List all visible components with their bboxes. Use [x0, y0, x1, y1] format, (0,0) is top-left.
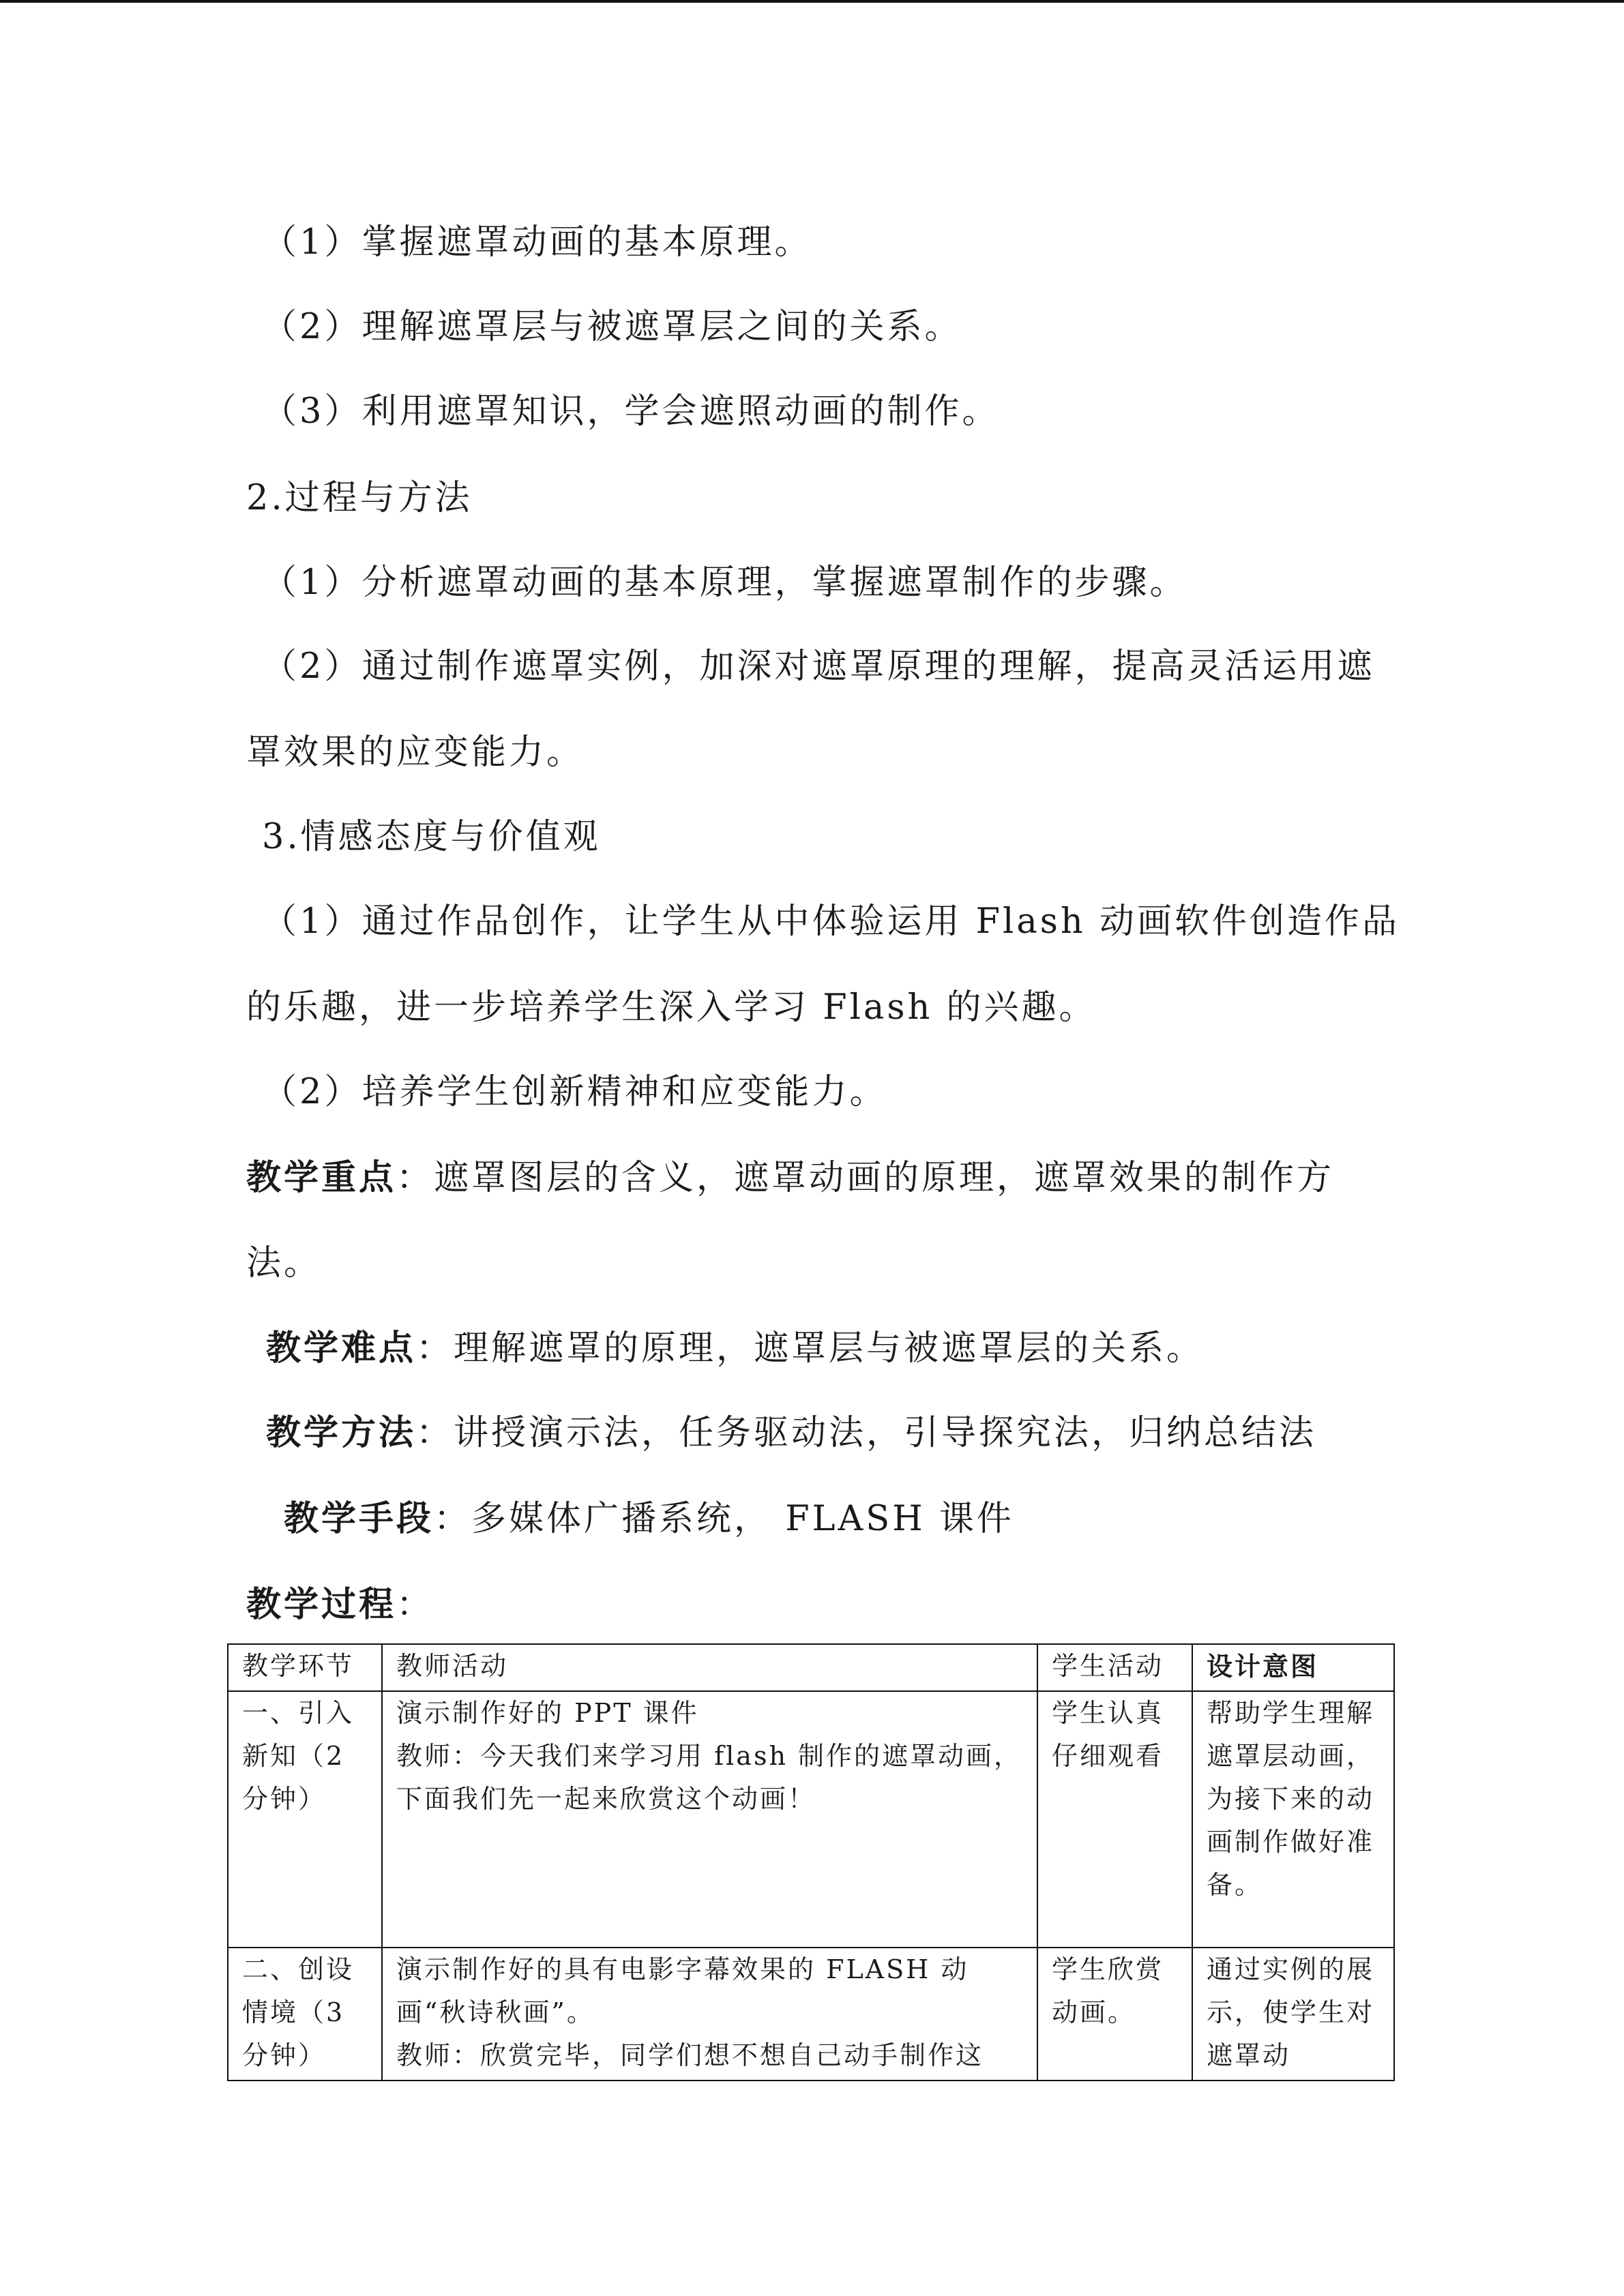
- difficulties-text: ：理解遮罩的原理，遮罩层与被遮罩层的关系。: [416, 1328, 1205, 1369]
- cell-student: 学生欣赏动画。: [1037, 1948, 1192, 2081]
- table-header-row: [228, 1644, 1394, 1691]
- objective-1: （1）掌握遮罩动画的基本原理。: [262, 222, 812, 263]
- cell-intent: 通过实例的展示，使学生对遮罩动: [1192, 1948, 1394, 2081]
- header-student: 学生活动: [1037, 1644, 1192, 1691]
- cell-stage: 二、创设情境（3分钟）: [228, 1948, 382, 2081]
- teaching-process-table: [227, 1643, 1395, 2081]
- objective-2: （2）理解遮罩层与被遮罩层之间的关系。: [262, 307, 962, 347]
- section-heading-attitude: 3.情感态度与价值观: [262, 817, 601, 857]
- cell-student: 学生认真仔细观看: [1037, 1691, 1192, 1948]
- process-2: （2）通过制作遮罩实例，加深对遮罩原理的理解，提高灵活运用遮: [262, 646, 1375, 687]
- methods-text: ：讲授演示法，任务驱动法，引导探究法，归纳总结法: [416, 1413, 1317, 1453]
- difficulties: [266, 1328, 1204, 1369]
- top-border: [0, 0, 1624, 3]
- cell-teacher: 演示制作好的 PPT 课件 教师：今天我们来学习用 flash 制作的遮罩动画，下面我们先一起来欣赏这个动画！: [382, 1691, 1037, 1948]
- key-points: [246, 1157, 1334, 1199]
- table-row: [228, 1691, 1394, 1948]
- objective-3: （3）利用遮罩知识，学会遮照动画的制作。: [262, 391, 1000, 432]
- header-teacher: 教师活动: [382, 1644, 1037, 1691]
- means: [284, 1498, 1014, 1540]
- key-points-label: 教学重点: [246, 1157, 397, 1198]
- process-title: [246, 1584, 434, 1626]
- difficulties-label: 教学难点: [266, 1328, 417, 1369]
- methods: [266, 1412, 1316, 1454]
- header-intent: 设计意图: [1192, 1644, 1394, 1691]
- table-row: [228, 1948, 1394, 2081]
- section-heading-process: 2.过程与方法: [246, 478, 473, 518]
- process-title-colon: ：: [396, 1585, 434, 1625]
- process-2-cont: 罩效果的应变能力。: [246, 732, 585, 773]
- means-text: ：多媒体广播系统， FLASH 课件: [434, 1499, 1014, 1539]
- cell-teacher: 演示制作好的具有电影字幕效果的 FLASH 动画“秋诗秋画”。 教师：欣赏完毕，同学们想不想自己动手制作这: [382, 1948, 1037, 2081]
- cell-intent: 帮助学生理解遮罩层动画，为接下来的动画制作做好准备。: [1192, 1691, 1394, 1948]
- attitude-1-cont: 的乐趣，进一步培养学生深入学习 Flash 的兴趣。: [246, 987, 1097, 1028]
- process-title-label: 教学过程: [246, 1584, 397, 1625]
- attitude-1: （1）通过作品创作，让学生从中体验运用 Flash 动画软件创造作品: [262, 901, 1400, 942]
- methods-label: 教学方法: [266, 1412, 417, 1453]
- cell-stage: 一、引入新知（2分钟）: [228, 1691, 382, 1948]
- key-points-text: ：遮罩图层的含义，遮罩动画的原理，遮罩效果的制作方: [396, 1158, 1335, 1198]
- key-points-cont: 法。: [246, 1243, 322, 1283]
- process-1: （1）分析遮罩动画的基本原理，掌握遮罩制作的步骤。: [262, 563, 1187, 603]
- means-label: 教学手段: [284, 1498, 434, 1539]
- attitude-2: （2）培养学生创新精神和应变能力。: [262, 1072, 887, 1112]
- header-stage: 教学环节: [228, 1644, 382, 1691]
